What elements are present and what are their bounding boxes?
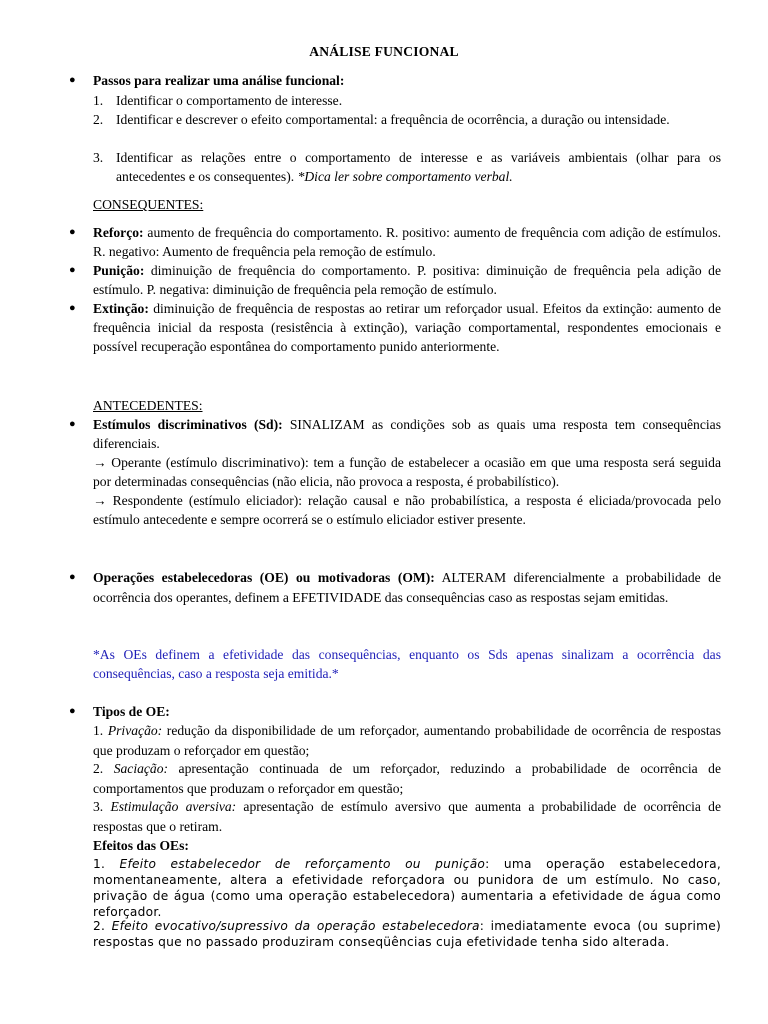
reforco-text: aumento de frequência do comportamento. R. positivo: aumento de frequência com adição de estímulos. R. negativo: Aumento de frequência pela remoção de estímulo. — [93, 225, 721, 259]
passos-item-3-tip: *Dica ler sobre comportamento verbal. — [297, 169, 513, 184]
consequente-extincao — [93, 299, 721, 356]
passos-item-3 — [116, 148, 721, 186]
tipo-3-number: 3. — [93, 799, 104, 814]
efeito-2-text: : imediatamente evoca (ou suprime) respostas que no passado produziram conseqüências cuja efetividade tenha sido alterada. — [93, 919, 721, 949]
antecedente-operante: → Operante (estímulo discriminativo): tem a função de estabelecer a ocasião em que uma resposta será seguida por determinadas consequências (não elicia, não provoca a resposta, é probabilístico). — [93, 455, 721, 489]
passos-item-3-text: Identificar as relações entre o comportamento de interesse e as variáveis ambientais (olhar para os antecedentes e os consequentes). — [116, 150, 721, 184]
tipo-3-text: apresentação de estímulo aversivo que aumenta a probabilidade de ocorrência de respostas que o retiram. — [93, 799, 721, 834]
bullet-punicao: ● — [69, 264, 76, 276]
extincao-term: Extinção: — [93, 301, 149, 316]
bullet-tipos: ● — [69, 705, 76, 717]
bullet-reforco: ● — [69, 226, 76, 238]
bullet-operacoes: ● — [69, 571, 76, 583]
tipos-heading: Tipos de OE: — [93, 704, 170, 719]
operacoes-note: *As OEs definem a efetividade das consequências, enquanto os Sds apenas sinalizam a ocorrência das consequências, caso a resposta seja emitida.* — [93, 647, 721, 681]
passos-heading: Passos para realizar uma análise funcional: — [93, 73, 345, 88]
passos-item-1: Identificar o comportamento de interesse. — [116, 93, 343, 108]
page-title: ANÁLISE FUNCIONAL — [309, 44, 459, 59]
efeito-estabelecedor — [93, 856, 721, 920]
tipo-2-term: Saciação: — [113, 761, 169, 776]
punicao-text: diminuição de frequência do comportamento. P. positiva: diminuição de frequência pela adição de estímulo. P. negativa: diminuição de frequência pela remoção de estímulo. — [93, 263, 721, 297]
operacoes-text: ALTERAM diferencialmente a probabilidade de ocorrência dos operantes, definem a EFETIVIDADE das consequências caso as respostas sejam emitidas. — [93, 570, 721, 605]
efeito-1-text: : uma operação estabelecedora, momentaneamente, altera a efetividade reforçadora ou punidora de um estímulo. No caso, privação de água (como uma operação estabelecedora) aumentaria a efetividade de água como reforçador. — [93, 857, 721, 919]
passos-item-3-number: 3. — [93, 150, 104, 165]
consequente-punicao — [93, 261, 721, 299]
reforco-term: Reforço: — [93, 225, 144, 240]
tipo-estimulacao-aversiva — [93, 797, 721, 837]
efeito-evocativo — [93, 918, 721, 950]
sd-text: SINALIZAM as condições sob as quais uma resposta tem consequências diferenciais. — [93, 417, 721, 451]
passos-item-2-number: 2. — [93, 112, 104, 127]
tipo-2-text: apresentação continuada de um reforçador, reduzindo a probabilidade de ocorrência de comportamentos que produzam o reforçador em questão; — [93, 761, 721, 796]
sd-term: Estímulos discriminativos (Sd): — [93, 417, 283, 432]
operacoes-term: Operações estabelecedoras (OE) ou motivadoras (OM): — [93, 570, 435, 585]
passos-item-2: Identificar e descrever o efeito comportamental: a frequência de ocorrência, a duração ou intensidade. — [116, 112, 670, 127]
bullet-passos: ● — [69, 74, 76, 86]
tipo-3-term: Estimulação aversiva: — [110, 799, 237, 814]
consequente-reforco — [93, 223, 721, 261]
bullet-extincao: ● — [69, 302, 76, 314]
tipo-2-number: 2. — [93, 761, 104, 776]
passos-item-1-number: 1. — [93, 93, 104, 108]
tipo-1-text: redução da disponibilidade de um reforçador, aumentando probabilidade de ocorrência de respostas que produzam o reforçador em questão; — [93, 723, 721, 758]
tipo-1-term: Privação: — [107, 723, 163, 738]
efeito-2-term: Efeito evocativo/supressivo da operação estabelecedora — [111, 919, 480, 933]
efeito-2-number: 2. — [93, 919, 106, 933]
bullet-sd: ● — [69, 418, 76, 430]
antecedentes-heading: ANTECEDENTES: — [93, 398, 203, 413]
tipo-privacao — [93, 721, 721, 761]
tipo-1-number: 1. — [93, 723, 104, 738]
efeitos-heading: Efeitos das OEs: — [93, 838, 189, 853]
efeito-1-term: Efeito estabelecedor de reforçamento ou punição — [119, 857, 486, 871]
efeito-1-number: 1. — [93, 857, 106, 871]
operacoes-paragraph — [93, 568, 721, 608]
tipo-saciacao — [93, 759, 721, 799]
antecedente-sd — [93, 415, 721, 453]
consequentes-heading: CONSEQUENTES: — [93, 197, 204, 212]
extincao-text: diminuição de frequência de respostas ao retirar um reforçador usual. Efeitos da extinção: aumento de frequência inicial da resposta (resistência à extinção), variação comportamental, respondentes emocionais e possível recuperação espontânea do comportamento punido anteriormente. — [93, 301, 721, 354]
antecedente-respondente: → Respondente (estímulo eliciador): relação causal e não probabilística, a resposta é eliciada/provocada pelo estímulo antecedente e sempre ocorrerá se o estímulo eliciador estiver presente. — [93, 493, 721, 527]
punicao-term: Punição: — [93, 263, 145, 278]
